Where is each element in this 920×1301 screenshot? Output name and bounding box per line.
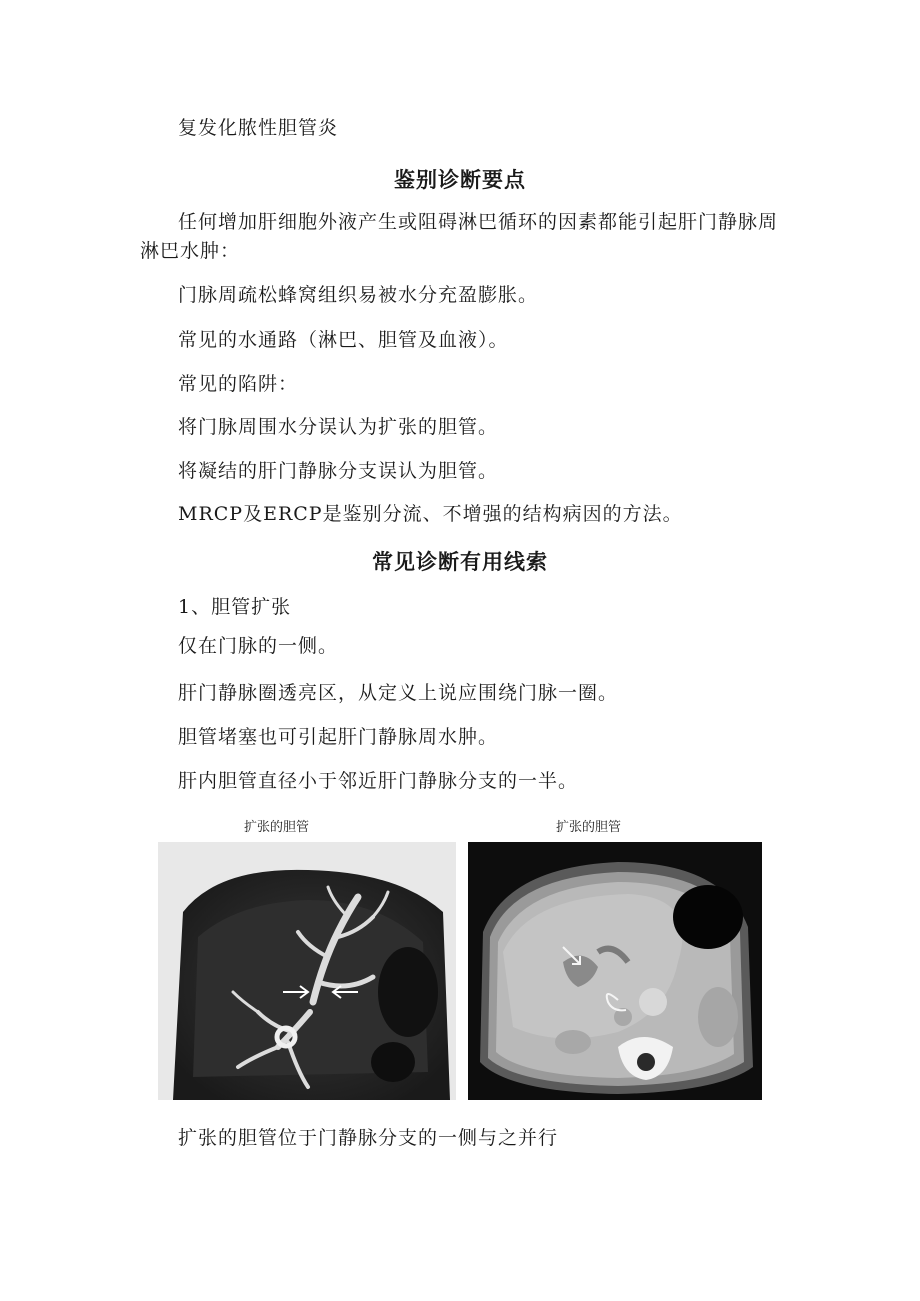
- figure-caption-left: 扩张的胆管: [244, 820, 310, 835]
- text-line: 1、胆管扩张: [178, 596, 292, 618]
- text-line: 仅在门脉的一侧。: [178, 635, 339, 657]
- text-line: 胆管堵塞也可引起肝门静脉周水肿。: [178, 726, 499, 748]
- text-line: 肝门静脉圈透亮区，从定义上说应围绕门脉一圈。: [178, 682, 619, 704]
- figure: [158, 816, 762, 1102]
- ct-scan-image: [468, 842, 762, 1100]
- section-heading: 常见诊断有用线索: [372, 550, 548, 574]
- section-heading: 鉴别诊断要点: [394, 168, 526, 192]
- text-line: 肝内胆管直径小于邻近肝门静脉分支的一半。: [178, 770, 579, 792]
- mrcp-scan-image: [158, 842, 456, 1100]
- text-line: 常见的陷阱：: [178, 373, 299, 395]
- text-line: 门脉周疏松蜂窝组织易被水分充盈膨胀。: [178, 284, 539, 306]
- text-line: 复发化脓性胆管炎: [178, 117, 339, 139]
- figure-description: 扩张的胆管位于门静脉分支的一侧与之并行: [178, 1127, 559, 1149]
- text-line: 将凝结的肝门静脉分支误认为胆管。: [178, 460, 499, 482]
- figure-caption-right: 扩张的胆管: [556, 820, 622, 835]
- text-line: 将门脉周围水分误认为扩张的胆管。: [178, 416, 499, 438]
- text-line: 常见的水通路（淋巴、胆管及血液）。: [178, 329, 509, 351]
- paragraph: 任何增加肝细胞外液产生或阻碍淋巴循环的因素都能引起肝门静脉周淋巴水肿：: [140, 211, 779, 262]
- text-line: MRCP及ERCP是鉴别分流、不增强的结构病因的方法。: [178, 503, 683, 525]
